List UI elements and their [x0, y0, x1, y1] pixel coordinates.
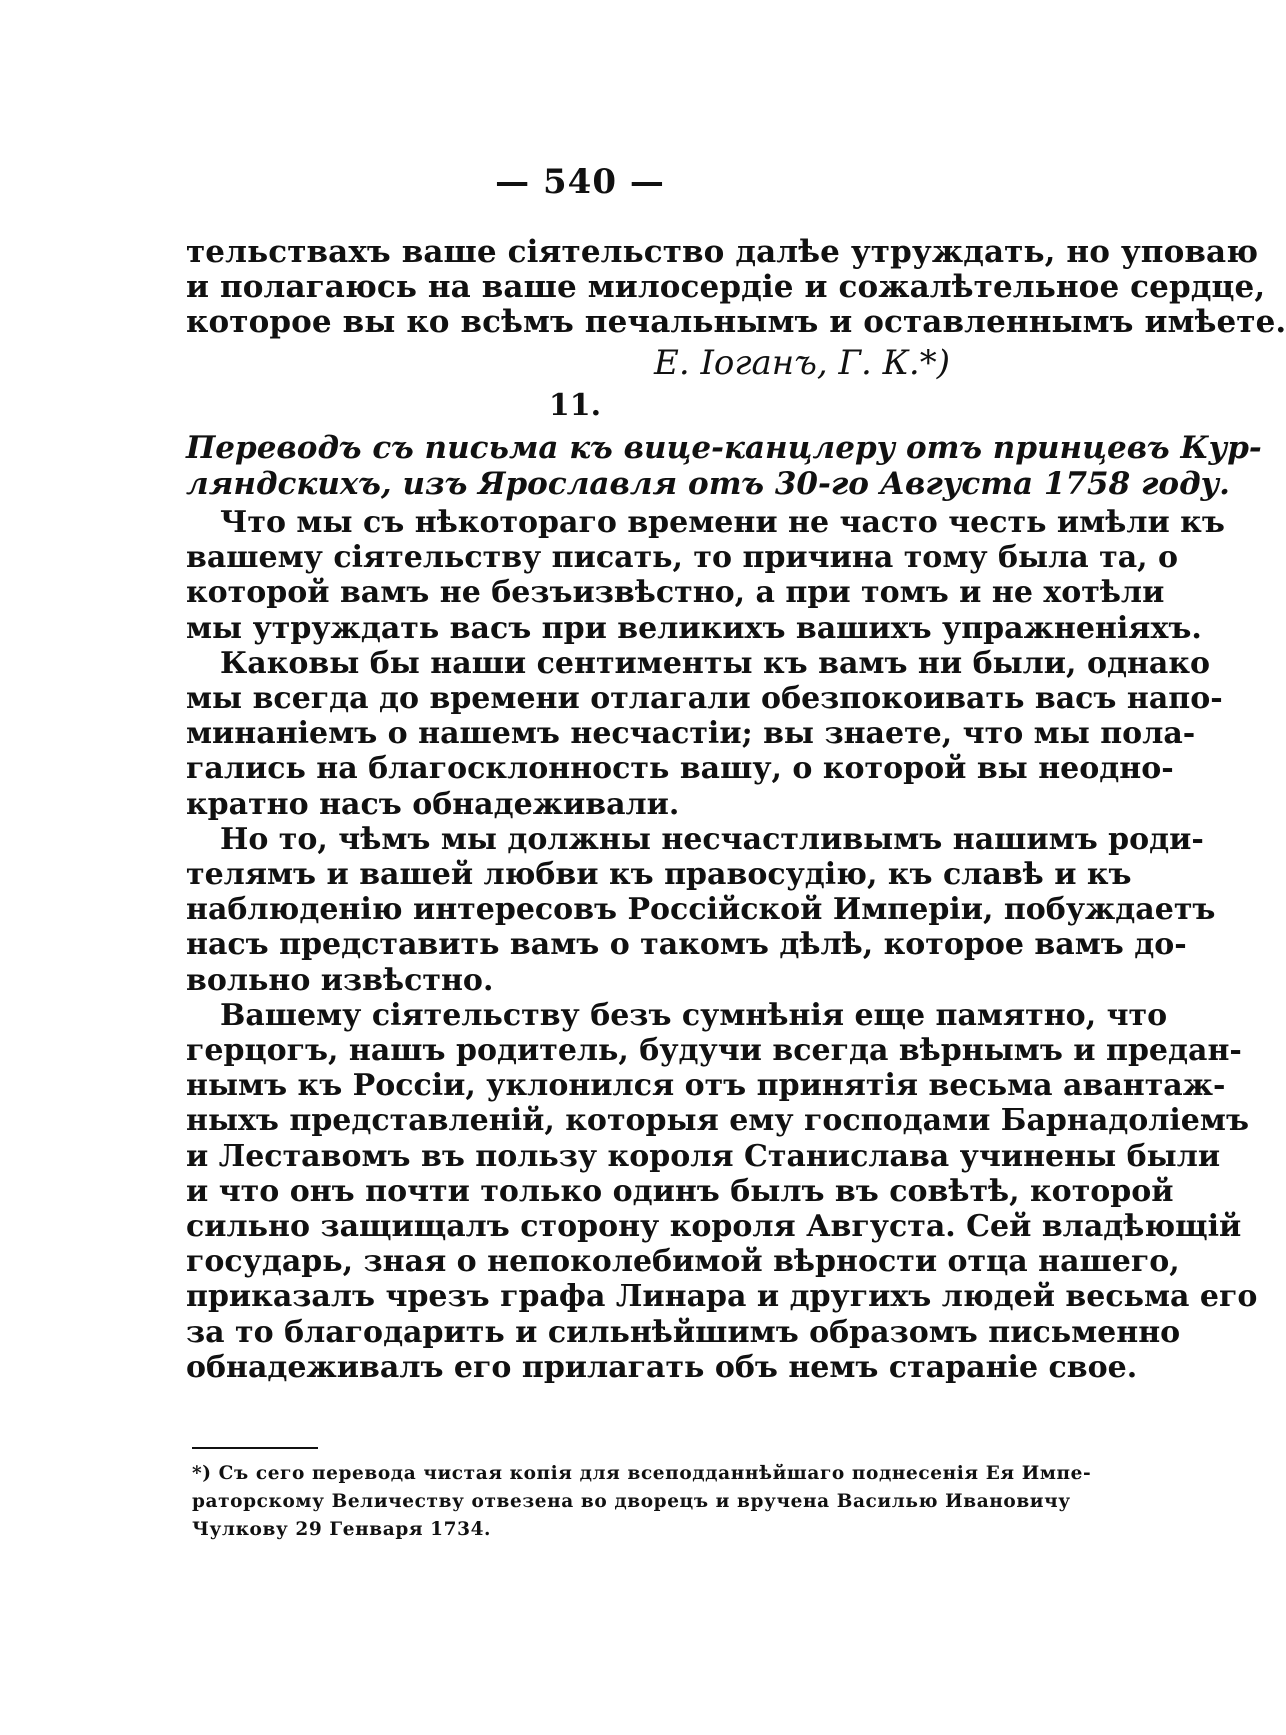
paragraph-line: наблюденiю интересовъ Россiйской Имперiи, побуждаетъ	[186, 892, 1216, 928]
paragraph-line: герцогъ, нашъ родитель, будучи всегда вѣрнымъ и предан-	[186, 1033, 1242, 1069]
paragraph-line: гались на благосклонность вашу, о которой вы неодно-	[186, 751, 1174, 787]
paragraph-line: кратно насъ обнадеживали.	[186, 786, 680, 822]
paragraph-line: обнадеживалъ его прилагать объ немъ старанiе свое.	[186, 1349, 1138, 1385]
paragraph-line: нымъ къ Россiи, уклонился отъ принятiя весьма авантаж-	[186, 1068, 1226, 1104]
paragraph-line: за то благодарить и сильнѣйшимъ образомъ письменно	[186, 1314, 1181, 1350]
paragraph-line: вашему сiятельству писать, то причина тому была та, о	[186, 540, 1179, 576]
footnote-line-1: *) Съ сего перевода чистая копiя для всеподданнѣйшаго поднесенiя Ея Импе-	[192, 1463, 1092, 1484]
signature: Е. Iоганъ, Г. К.*)	[654, 343, 950, 383]
paragraph-line: телямъ и вашей любви къ правосудiю, къ славѣ и къ	[186, 857, 1132, 893]
opening-text-block	[186, 234, 1286, 340]
paragraph-4	[186, 997, 1258, 1385]
document-title	[186, 430, 1262, 502]
footnote-line-2: раторскому Величеству отвезена во дворецъ и вручена Василью Ивановичу	[192, 1491, 1071, 1512]
opening-line-2: и полагаюсь на ваше милосердiе и сожалѣтельное сердце,	[186, 268, 1266, 305]
paragraph-line: которой вамъ не безъизвѣстно, а при томъ и не хотѣли	[186, 575, 1165, 611]
paragraph-line: минанiемъ о нашемъ несчастiи; вы знаете, что мы пола-	[186, 716, 1196, 752]
paragraph-line: вольно извѣстно.	[186, 962, 494, 998]
paragraph-line: и что онъ почти только одинъ былъ въ совѣтѣ, которой	[186, 1173, 1174, 1209]
paragraph-line: Каковы бы наши сентименты къ вамъ ни были, однако	[220, 645, 1211, 681]
paragraph-line: насъ представить вамъ о такомъ дѣлѣ, которое вамъ до-	[186, 927, 1187, 963]
paragraph-line: мы всегда до времени отлагали обезпокоивать васъ напо-	[186, 681, 1223, 717]
paragraph-line: Вашему сiятельству безъ сумнѣнiя еще памятно, что	[220, 997, 1168, 1033]
paragraph-line: приказалъ чрезъ графа Линара и другихъ людей весьма его	[186, 1279, 1258, 1315]
paragraph-line: сильно защищалъ сторону короля Августа. Сей владѣющiй	[186, 1209, 1242, 1245]
paragraph-line: ныхъ представленiй, которыя ему господами Барнадолiемъ	[186, 1103, 1249, 1139]
paragraph-line: государь, зная о непоколебимой вѣрности отца нашего,	[186, 1244, 1180, 1280]
footnote-divider	[192, 1447, 318, 1449]
paragraph-3	[186, 821, 1216, 998]
footnote	[192, 1460, 1092, 1544]
opening-line-1: тельствахъ ваше сiятельство далѣе утруждать, но уповаю	[186, 234, 1259, 270]
paragraph-1	[186, 505, 1225, 646]
title-line-1: Переводъ съ письма къ вице-канцлеру отъ принцевъ Кур-	[186, 430, 1262, 466]
letter-text	[186, 505, 1258, 1385]
paragraph-line: Что мы съ нѣкотораго времени не часто честь имѣли къ	[220, 505, 1225, 540]
section-number: 11.	[548, 388, 602, 423]
opening-line-3: которое вы ко всѣмъ печальнымъ и оставленнымъ имѣете.	[186, 303, 1286, 340]
page-number: — 540 —	[495, 162, 665, 202]
paragraph-2	[186, 645, 1223, 822]
title-line-2: ляндскихъ, изъ Ярославля отъ 30-го Августа 1758 году.	[186, 466, 1230, 502]
paragraph-line: Но то, чѣмъ мы должны несчастливымъ нашимъ роди-	[220, 821, 1204, 857]
footnote-line-3: Чулкову 29 Генваря 1734.	[192, 1519, 492, 1540]
paragraph-line: и Леставомъ въ пользу короля Станислава учинены были	[186, 1138, 1221, 1174]
paragraph-line: мы утруждать васъ при великихъ вашихъ упражненiяхъ.	[186, 610, 1202, 646]
